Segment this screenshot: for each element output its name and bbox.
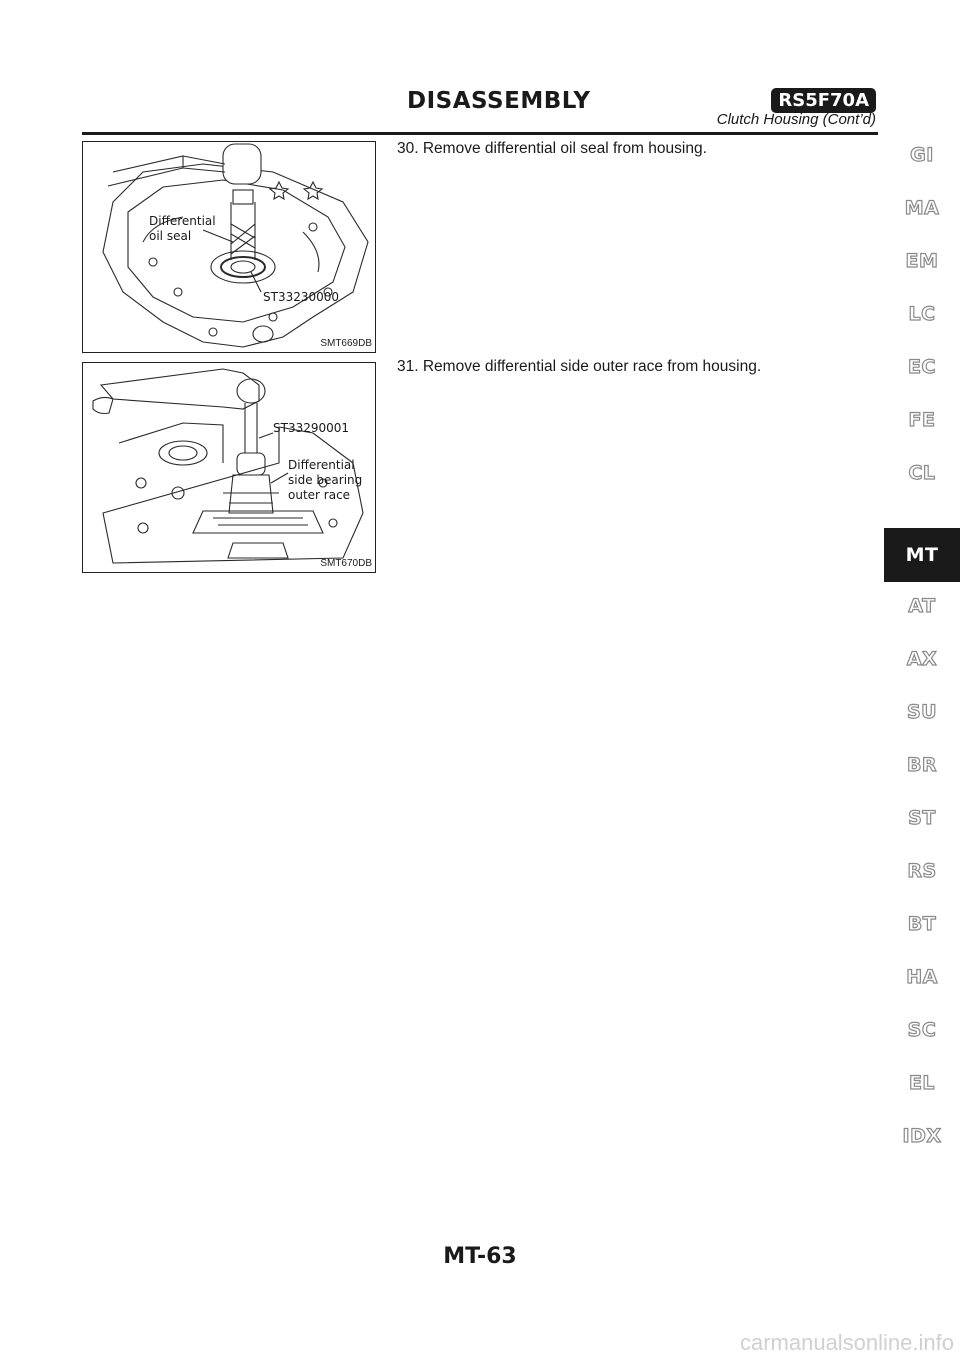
figure-code: SMT669DB bbox=[320, 338, 372, 349]
callout-tool-st33230000: ST33230000 bbox=[263, 290, 340, 304]
tab-gi[interactable]: GI bbox=[910, 144, 934, 166]
tab-cl[interactable]: CL bbox=[908, 462, 936, 484]
tab-bt[interactable]: BT bbox=[907, 913, 937, 935]
tab-su[interactable]: SU bbox=[906, 701, 938, 723]
figure-code: SMT670DB bbox=[320, 558, 372, 569]
figure-outer-race-removal bbox=[82, 362, 376, 573]
tab-ec[interactable]: EC bbox=[908, 356, 936, 378]
illustration-housing-hammer bbox=[83, 142, 375, 352]
page-header bbox=[82, 82, 878, 134]
callout-side-bearing-outer-race: Differential side bearing outer race bbox=[288, 458, 363, 502]
tab-rs[interactable]: RS bbox=[907, 860, 937, 882]
tab-sc[interactable]: SC bbox=[907, 1019, 937, 1041]
tab-em[interactable]: EM bbox=[905, 250, 939, 272]
tab-ma[interactable]: MA bbox=[904, 197, 940, 219]
tab-ha[interactable]: HA bbox=[906, 966, 938, 988]
tab-st[interactable]: ST bbox=[908, 807, 936, 829]
tab-mt-active[interactable]: MT bbox=[884, 528, 960, 582]
callout-differential-oil-seal: Differential oil seal bbox=[149, 214, 216, 243]
model-badge: RS5F70A bbox=[771, 88, 876, 113]
tab-br[interactable]: BR bbox=[906, 754, 938, 776]
tab-idx[interactable]: IDX bbox=[902, 1125, 942, 1147]
page-number: MT-63 bbox=[443, 1244, 517, 1269]
tab-lc[interactable]: LC bbox=[908, 303, 936, 325]
tab-ax[interactable]: AX bbox=[906, 648, 938, 670]
section-subtitle: Clutch Housing (Cont’d) bbox=[716, 111, 876, 128]
tab-el[interactable]: EL bbox=[908, 1072, 936, 1094]
callout-tool-st33290001: ST33290001 bbox=[273, 421, 350, 435]
step-30-text: 30. Remove differential oil seal from housing. bbox=[397, 140, 707, 157]
tab-at[interactable]: AT bbox=[908, 595, 936, 617]
watermark-text: carmanualsonline.info bbox=[739, 1330, 954, 1355]
tab-fe[interactable]: FE bbox=[908, 409, 936, 431]
figure-oil-seal-removal bbox=[82, 141, 376, 353]
header-rule bbox=[82, 132, 878, 135]
section-title: DISASSEMBLY bbox=[407, 88, 591, 114]
step-31-text: 31. Remove differential side outer race from housing. bbox=[397, 358, 762, 375]
